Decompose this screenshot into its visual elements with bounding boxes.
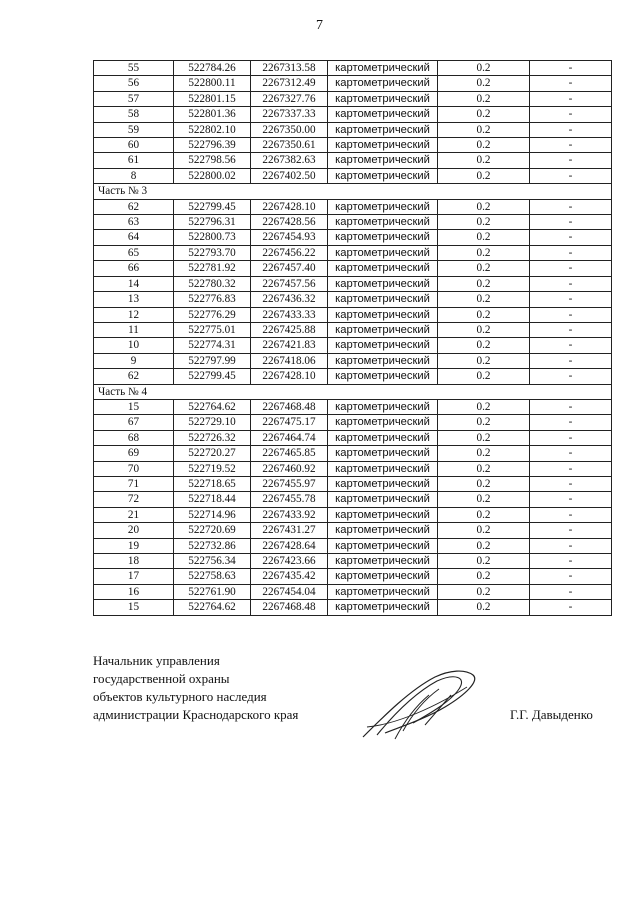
method-cell: картометрический <box>328 261 438 276</box>
y-coordinate-cell: 2267433.33 <box>251 307 328 322</box>
table-row <box>94 322 612 337</box>
x-coordinate-cell: 522799.45 <box>174 369 251 384</box>
accuracy-cell: 0.2 <box>438 261 530 276</box>
note-cell: - <box>530 215 612 230</box>
method-cell: картометрический <box>328 122 438 137</box>
note-cell: - <box>530 399 612 414</box>
table-row <box>94 153 612 168</box>
point-number-cell: 11 <box>94 322 174 337</box>
y-coordinate-cell: 2267433.92 <box>251 507 328 522</box>
y-coordinate-cell: 2267428.10 <box>251 199 328 214</box>
table-row <box>94 292 612 307</box>
table-row <box>94 369 612 384</box>
table-row <box>94 554 612 569</box>
note-cell: - <box>530 554 612 569</box>
point-number-cell: 14 <box>94 276 174 291</box>
y-coordinate-cell: 2267475.17 <box>251 415 328 430</box>
note-cell: - <box>530 199 612 214</box>
point-number-cell: 70 <box>94 461 174 476</box>
method-cell: картометрический <box>328 507 438 522</box>
handwritten-signature <box>355 665 485 745</box>
point-number-cell: 57 <box>94 91 174 106</box>
method-cell: картометрический <box>328 461 438 476</box>
x-coordinate-cell: 522726.32 <box>174 430 251 445</box>
table-row <box>94 538 612 553</box>
page-number: 7 <box>316 18 323 33</box>
accuracy-cell: 0.2 <box>438 461 530 476</box>
accuracy-cell: 0.2 <box>438 600 530 615</box>
x-coordinate-cell: 522776.83 <box>174 292 251 307</box>
point-number-cell: 12 <box>94 307 174 322</box>
accuracy-cell: 0.2 <box>438 353 530 368</box>
accuracy-cell: 0.2 <box>438 61 530 76</box>
table-row <box>94 138 612 153</box>
point-number-cell: 13 <box>94 292 174 307</box>
coordinates-table <box>93 60 612 616</box>
x-coordinate-cell: 522800.73 <box>174 230 251 245</box>
method-cell: картометрический <box>328 276 438 291</box>
table-row <box>94 430 612 445</box>
note-cell: - <box>530 122 612 137</box>
note-cell: - <box>530 446 612 461</box>
x-coordinate-cell: 522732.86 <box>174 538 251 553</box>
note-cell: - <box>530 168 612 183</box>
accuracy-cell: 0.2 <box>438 554 530 569</box>
note-cell: - <box>530 569 612 584</box>
point-number-cell: 15 <box>94 600 174 615</box>
section-label: Часть № 4 <box>94 384 612 399</box>
point-number-cell: 20 <box>94 523 174 538</box>
accuracy-cell: 0.2 <box>438 230 530 245</box>
note-cell: - <box>530 76 612 91</box>
accuracy-cell: 0.2 <box>438 138 530 153</box>
note-cell: - <box>530 153 612 168</box>
y-coordinate-cell: 2267457.56 <box>251 276 328 291</box>
y-coordinate-cell: 2267457.40 <box>251 261 328 276</box>
method-cell: картометрический <box>328 538 438 553</box>
signer-position <box>93 652 298 724</box>
y-coordinate-cell: 2267435.42 <box>251 569 328 584</box>
accuracy-cell: 0.2 <box>438 76 530 91</box>
note-cell: - <box>530 584 612 599</box>
accuracy-cell: 0.2 <box>438 122 530 137</box>
y-coordinate-cell: 2267327.76 <box>251 91 328 106</box>
method-cell: картометрический <box>328 91 438 106</box>
accuracy-cell: 0.2 <box>438 307 530 322</box>
y-coordinate-cell: 2267382.63 <box>251 153 328 168</box>
accuracy-cell: 0.2 <box>438 569 530 584</box>
table-row <box>94 415 612 430</box>
table-row <box>94 276 612 291</box>
point-number-cell: 69 <box>94 446 174 461</box>
table-row <box>94 600 612 615</box>
x-coordinate-cell: 522761.90 <box>174 584 251 599</box>
note-cell: - <box>530 230 612 245</box>
table-row <box>94 91 612 106</box>
y-coordinate-cell: 2267350.00 <box>251 122 328 137</box>
table-section-row <box>94 184 612 199</box>
point-number-cell: 17 <box>94 569 174 584</box>
x-coordinate-cell: 522781.92 <box>174 261 251 276</box>
table-row <box>94 584 612 599</box>
point-number-cell: 58 <box>94 107 174 122</box>
x-coordinate-cell: 522797.99 <box>174 353 251 368</box>
point-number-cell: 67 <box>94 415 174 430</box>
x-coordinate-cell: 522801.15 <box>174 91 251 106</box>
accuracy-cell: 0.2 <box>438 338 530 353</box>
point-number-cell: 16 <box>94 584 174 599</box>
table-row <box>94 569 612 584</box>
point-number-cell: 63 <box>94 215 174 230</box>
table-row <box>94 399 612 414</box>
accuracy-cell: 0.2 <box>438 446 530 461</box>
note-cell: - <box>530 461 612 476</box>
note-cell: - <box>530 276 612 291</box>
note-cell: - <box>530 245 612 260</box>
table-row <box>94 245 612 260</box>
accuracy-cell: 0.2 <box>438 492 530 507</box>
method-cell: картометрический <box>328 76 438 91</box>
x-coordinate-cell: 522796.39 <box>174 138 251 153</box>
point-number-cell: 62 <box>94 369 174 384</box>
y-coordinate-cell: 2267428.56 <box>251 215 328 230</box>
note-cell: - <box>530 353 612 368</box>
accuracy-cell: 0.2 <box>438 584 530 599</box>
method-cell: картометрический <box>328 61 438 76</box>
note-cell: - <box>530 292 612 307</box>
method-cell: картометрический <box>328 415 438 430</box>
x-coordinate-cell: 522784.26 <box>174 61 251 76</box>
coordinates-table-body <box>94 61 612 616</box>
point-number-cell: 62 <box>94 199 174 214</box>
y-coordinate-cell: 2267418.06 <box>251 353 328 368</box>
accuracy-cell: 0.2 <box>438 153 530 168</box>
x-coordinate-cell: 522796.31 <box>174 215 251 230</box>
accuracy-cell: 0.2 <box>438 107 530 122</box>
note-cell: - <box>530 138 612 153</box>
method-cell: картометрический <box>328 215 438 230</box>
method-cell: картометрический <box>328 492 438 507</box>
x-coordinate-cell: 522764.62 <box>174 399 251 414</box>
accuracy-cell: 0.2 <box>438 245 530 260</box>
signer-position-line: государственной охраны <box>93 671 230 686</box>
note-cell: - <box>530 261 612 276</box>
method-cell: картометрический <box>328 230 438 245</box>
y-coordinate-cell: 2267454.93 <box>251 230 328 245</box>
x-coordinate-cell: 522800.11 <box>174 76 251 91</box>
accuracy-cell: 0.2 <box>438 430 530 445</box>
x-coordinate-cell: 522800.02 <box>174 168 251 183</box>
y-coordinate-cell: 2267421.83 <box>251 338 328 353</box>
point-number-cell: 72 <box>94 492 174 507</box>
y-coordinate-cell: 2267454.04 <box>251 584 328 599</box>
table-row <box>94 168 612 183</box>
accuracy-cell: 0.2 <box>438 399 530 414</box>
note-cell: - <box>530 61 612 76</box>
x-coordinate-cell: 522720.69 <box>174 523 251 538</box>
signer-position-line: объектов культурного наследия <box>93 689 267 704</box>
accuracy-cell: 0.2 <box>438 91 530 106</box>
y-coordinate-cell: 2267313.58 <box>251 61 328 76</box>
method-cell: картометрический <box>328 523 438 538</box>
x-coordinate-cell: 522793.70 <box>174 245 251 260</box>
point-number-cell: 21 <box>94 507 174 522</box>
note-cell: - <box>530 307 612 322</box>
accuracy-cell: 0.2 <box>438 523 530 538</box>
method-cell: картометрический <box>328 153 438 168</box>
x-coordinate-cell: 522718.44 <box>174 492 251 507</box>
point-number-cell: 18 <box>94 554 174 569</box>
method-cell: картометрический <box>328 107 438 122</box>
note-cell: - <box>530 600 612 615</box>
note-cell: - <box>530 338 612 353</box>
table-row <box>94 507 612 522</box>
accuracy-cell: 0.2 <box>438 292 530 307</box>
signer-position-line: Начальник управления <box>93 653 220 668</box>
method-cell: картометрический <box>328 292 438 307</box>
table-row <box>94 215 612 230</box>
accuracy-cell: 0.2 <box>438 415 530 430</box>
accuracy-cell: 0.2 <box>438 369 530 384</box>
method-cell: картометрический <box>328 338 438 353</box>
method-cell: картометрический <box>328 168 438 183</box>
x-coordinate-cell: 522775.01 <box>174 322 251 337</box>
section-label: Часть № 3 <box>94 184 612 199</box>
x-coordinate-cell: 522714.96 <box>174 507 251 522</box>
note-cell: - <box>530 91 612 106</box>
note-cell: - <box>530 107 612 122</box>
table-row <box>94 61 612 76</box>
method-cell: картометрический <box>328 138 438 153</box>
x-coordinate-cell: 522758.63 <box>174 569 251 584</box>
point-number-cell: 9 <box>94 353 174 368</box>
table-row <box>94 523 612 538</box>
y-coordinate-cell: 2267428.10 <box>251 369 328 384</box>
point-number-cell: 71 <box>94 476 174 491</box>
table-row <box>94 461 612 476</box>
accuracy-cell: 0.2 <box>438 538 530 553</box>
y-coordinate-cell: 2267350.61 <box>251 138 328 153</box>
note-cell: - <box>530 430 612 445</box>
table-row <box>94 476 612 491</box>
y-coordinate-cell: 2267337.33 <box>251 107 328 122</box>
table-row <box>94 261 612 276</box>
table-row <box>94 338 612 353</box>
point-number-cell: 65 <box>94 245 174 260</box>
point-number-cell: 15 <box>94 399 174 414</box>
method-cell: картометрический <box>328 369 438 384</box>
y-coordinate-cell: 2267425.88 <box>251 322 328 337</box>
y-coordinate-cell: 2267468.48 <box>251 399 328 414</box>
note-cell: - <box>530 322 612 337</box>
x-coordinate-cell: 522729.10 <box>174 415 251 430</box>
table-row <box>94 353 612 368</box>
accuracy-cell: 0.2 <box>438 199 530 214</box>
table-section-row <box>94 384 612 399</box>
method-cell: картометрический <box>328 353 438 368</box>
y-coordinate-cell: 2267464.74 <box>251 430 328 445</box>
method-cell: картометрический <box>328 322 438 337</box>
point-number-cell: 8 <box>94 168 174 183</box>
method-cell: картометрический <box>328 569 438 584</box>
accuracy-cell: 0.2 <box>438 322 530 337</box>
point-number-cell: 61 <box>94 153 174 168</box>
point-number-cell: 66 <box>94 261 174 276</box>
x-coordinate-cell: 522719.52 <box>174 461 251 476</box>
method-cell: картометрический <box>328 307 438 322</box>
point-number-cell: 19 <box>94 538 174 553</box>
method-cell: картометрический <box>328 399 438 414</box>
table-row <box>94 492 612 507</box>
accuracy-cell: 0.2 <box>438 276 530 291</box>
table-row <box>94 122 612 137</box>
point-number-cell: 60 <box>94 138 174 153</box>
x-coordinate-cell: 522718.65 <box>174 476 251 491</box>
y-coordinate-cell: 2267431.27 <box>251 523 328 538</box>
y-coordinate-cell: 2267428.64 <box>251 538 328 553</box>
x-coordinate-cell: 522776.29 <box>174 307 251 322</box>
y-coordinate-cell: 2267465.85 <box>251 446 328 461</box>
note-cell: - <box>530 538 612 553</box>
accuracy-cell: 0.2 <box>438 168 530 183</box>
point-number-cell: 68 <box>94 430 174 445</box>
method-cell: картометрический <box>328 554 438 569</box>
signer-position-line: администрации Краснодарского края <box>93 707 299 722</box>
note-cell: - <box>530 415 612 430</box>
table-row <box>94 307 612 322</box>
y-coordinate-cell: 2267455.97 <box>251 476 328 491</box>
method-cell: картометрический <box>328 476 438 491</box>
note-cell: - <box>530 492 612 507</box>
y-coordinate-cell: 2267468.48 <box>251 600 328 615</box>
note-cell: - <box>530 523 612 538</box>
y-coordinate-cell: 2267455.78 <box>251 492 328 507</box>
point-number-cell: 64 <box>94 230 174 245</box>
y-coordinate-cell: 2267423.66 <box>251 554 328 569</box>
accuracy-cell: 0.2 <box>438 476 530 491</box>
table-row <box>94 199 612 214</box>
x-coordinate-cell: 522798.56 <box>174 153 251 168</box>
method-cell: картометрический <box>328 199 438 214</box>
table-row <box>94 230 612 245</box>
x-coordinate-cell: 522764.62 <box>174 600 251 615</box>
x-coordinate-cell: 522780.32 <box>174 276 251 291</box>
note-cell: - <box>530 369 612 384</box>
y-coordinate-cell: 2267456.22 <box>251 245 328 260</box>
table-row <box>94 107 612 122</box>
y-coordinate-cell: 2267312.49 <box>251 76 328 91</box>
note-cell: - <box>530 476 612 491</box>
x-coordinate-cell: 522756.34 <box>174 554 251 569</box>
y-coordinate-cell: 2267436.32 <box>251 292 328 307</box>
y-coordinate-cell: 2267460.92 <box>251 461 328 476</box>
point-number-cell: 10 <box>94 338 174 353</box>
y-coordinate-cell: 2267402.50 <box>251 168 328 183</box>
method-cell: картометрический <box>328 446 438 461</box>
method-cell: картометрический <box>328 430 438 445</box>
signer-name: Г.Г. Давыденко <box>510 707 593 722</box>
point-number-cell: 56 <box>94 76 174 91</box>
x-coordinate-cell: 522799.45 <box>174 199 251 214</box>
table-row <box>94 76 612 91</box>
method-cell: картометрический <box>328 600 438 615</box>
point-number-cell: 55 <box>94 61 174 76</box>
method-cell: картометрический <box>328 584 438 599</box>
x-coordinate-cell: 522802.10 <box>174 122 251 137</box>
table-row <box>94 446 612 461</box>
x-coordinate-cell: 522801.36 <box>174 107 251 122</box>
accuracy-cell: 0.2 <box>438 507 530 522</box>
x-coordinate-cell: 522774.31 <box>174 338 251 353</box>
point-number-cell: 59 <box>94 122 174 137</box>
method-cell: картометрический <box>328 245 438 260</box>
x-coordinate-cell: 522720.27 <box>174 446 251 461</box>
note-cell: - <box>530 507 612 522</box>
accuracy-cell: 0.2 <box>438 215 530 230</box>
